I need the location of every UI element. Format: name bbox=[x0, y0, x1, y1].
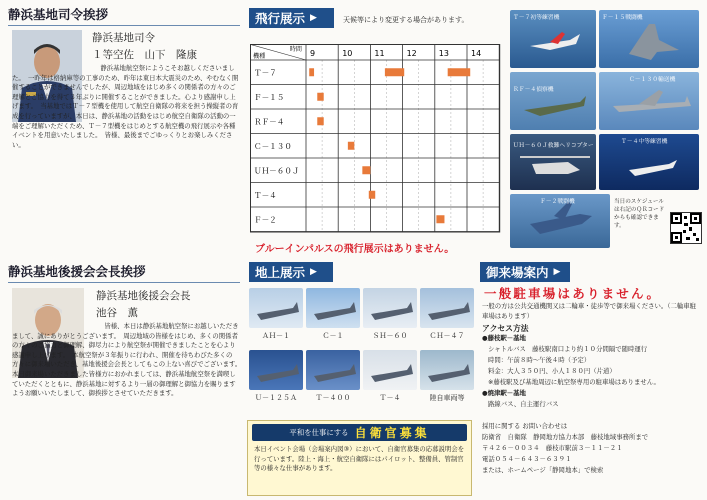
schedule-bar bbox=[385, 68, 404, 76]
schedule-hour-tick: 12 bbox=[406, 49, 417, 58]
gallery-label: Ｔ－４中等練習機 bbox=[621, 139, 668, 145]
qr-code-icon[interactable] bbox=[670, 212, 702, 244]
ground-section-banner bbox=[249, 262, 333, 282]
aircraft-icon bbox=[306, 288, 360, 328]
schedule-aircraft-label: ＵＨ－６０Ｊ bbox=[254, 166, 300, 176]
commander-message: 静浜基地航空祭にようこそお越しくださいました。 一昨年は格納庫等の工事のため、昨年は東日本大震災のため、やむなく開催することができませんでしたが、周辺地域をはじめ多くの関係者の方々のご理解とご協力を得て３年ぶりに開催することができました。心より感謝申し上げます。 当基地ではＴ－７型機を使用して航空自衛隊の将来を担う操縦者の育成を行っていますが、本日は、静浜基地の活動をはじめ航空自衛隊の活動の一端をご理解いただくため、Ｔ－７型機をはじめとする航空機の飛行展示や各種イベントを用意いたしました。 皆様、最後までごゆっくりとお楽しみください。 bbox=[12, 64, 239, 149]
ground-display-photo bbox=[420, 288, 474, 328]
ground-display-label: Ｔ－４ bbox=[379, 394, 401, 402]
schedule-bar bbox=[309, 68, 314, 76]
parking-warning: ※藤枝駅及び基地周辺に航空祭専用の駐車場はありません。 bbox=[488, 378, 660, 386]
access-notice: 一般の方は公共交通機関又は二輪車・徒歩等で御来場ください。（二輪車駐車場はあります） bbox=[482, 302, 697, 320]
gallery-photo-c130 bbox=[599, 72, 699, 130]
ground-display-photo bbox=[249, 350, 303, 390]
schedule-hour-tick: 11 bbox=[374, 49, 385, 58]
schedule-hour-tick: 14 bbox=[471, 49, 482, 58]
recruit-body: 本日イベント会場（会場案内図③）において、自衛官募集の応募説明会を行っています。陸上・海上・航空自衛隊にはパイロット、整備員、管制官等の様々な仕事があります。 bbox=[254, 445, 465, 473]
aircraft-icon bbox=[363, 350, 417, 390]
aircraft-icon bbox=[420, 350, 474, 390]
ground-display-label: ＳＨ－６０ bbox=[372, 332, 408, 340]
gallery-photo-uh60j bbox=[510, 134, 596, 190]
schedule-aircraft-label: Ｆ－１５ bbox=[254, 92, 285, 102]
gallery-label: Ｃ－１３０輸送機 bbox=[629, 77, 676, 83]
supporters-name: 池谷 薫 bbox=[96, 307, 138, 319]
ground-display-photo bbox=[306, 288, 360, 328]
commander-role: 静浜基地司令 bbox=[92, 32, 155, 44]
triangle-icon: ▶ bbox=[310, 267, 317, 277]
recruit-homepage: または、ホームページ「静岡地本」で検索 bbox=[482, 466, 604, 474]
flight-section-title: 飛行展示 bbox=[255, 11, 306, 26]
schedule-bar bbox=[317, 93, 323, 101]
hour-axis-label: 時間 bbox=[289, 46, 302, 53]
no-parking-notice: 一般駐車場はありません。 bbox=[484, 286, 662, 301]
commander-name: １等空佐 山下 隆康 bbox=[92, 49, 197, 61]
schedule-bar bbox=[369, 191, 375, 199]
recruit-contact-intro: 採用に関する お問い合わせは bbox=[482, 422, 568, 430]
recruit-box bbox=[247, 420, 472, 496]
jet-icon bbox=[510, 72, 596, 130]
ground-display-label: Ｕ－１２５Ａ bbox=[255, 394, 297, 402]
aircraft-icon bbox=[420, 288, 474, 328]
supporters-role: 静浜基地後援会会長 bbox=[96, 290, 191, 302]
shuttle-fare: 料金：大人３５０円、小人１８０円（片道） bbox=[488, 367, 616, 375]
schedule-aircraft-label: Ｆ－２ bbox=[254, 215, 277, 225]
ground-display-grid bbox=[249, 288, 474, 412]
triangle-icon: ▶ bbox=[310, 13, 317, 23]
schedule-bar bbox=[362, 166, 370, 174]
schedule-hour-tick: 10 bbox=[342, 49, 353, 58]
recruit-office: 防衛省 自衛隊 静岡地方協力本部 藤枝地域事務所まで bbox=[482, 433, 649, 441]
ground-display-label: 陸自車両等 bbox=[429, 394, 465, 402]
recruit-header bbox=[252, 424, 467, 441]
gallery-photo-t4 bbox=[599, 134, 699, 190]
schedule-hour-tick: 13 bbox=[438, 49, 449, 58]
gallery-label: ＲＦ－４偵察機 bbox=[513, 87, 554, 93]
recruit-phone: 電話０５４－６４３－６３９１ bbox=[482, 455, 572, 463]
ground-display-label: ＡＨ－１ bbox=[262, 332, 290, 340]
flight-section-banner bbox=[249, 8, 334, 28]
ground-display-label: Ｔ－４００ bbox=[315, 394, 351, 402]
recruit-lead: 平和を仕事にする bbox=[289, 428, 349, 437]
ground-display-label: ＣＨ－４７ bbox=[429, 332, 465, 340]
supporters-section-title: 静浜基地後援会会長挨拶 bbox=[8, 262, 240, 283]
schedule-aircraft-label: Ｃ－１３０ bbox=[254, 141, 292, 151]
access-method-title: アクセス方法 bbox=[482, 324, 529, 333]
recruit-address: 〒４２６－００３４ 藤枝市駅前３－１１－２１ bbox=[482, 444, 623, 452]
aircraft-axis-label: 機種 bbox=[253, 53, 266, 60]
aircraft-icon bbox=[363, 288, 417, 328]
yaizu-bus-info: 路線バス、自主運行バス bbox=[488, 400, 559, 408]
ground-display-photo bbox=[306, 350, 360, 390]
blue-impulse-note: ブルーインパルスの飛行展示はありません。 bbox=[255, 244, 455, 255]
gallery-photo-t7 bbox=[510, 10, 596, 68]
access-section-title: 御来場案内 bbox=[486, 265, 549, 280]
ground-display-photo bbox=[363, 350, 417, 390]
gallery-photo-f2 bbox=[510, 194, 610, 248]
schedule-aircraft-label: ＲＦ－４ bbox=[254, 117, 285, 127]
supporters-message: 皆様、本日は静浜基地航空祭にお越しいただきまして、誠にありがとうございます。 周辺地域の皆様をはじめ、多くの関係者の方々のご協力と御理解、御尽力により航空祭が開催できましたことを心より感謝申し上げます。 本航空祭が３年振りに行われ、開催を待ちわびた多くの方々に御来場いただき、基地後援会会長としてもこの上ない喜びでございます。 本日御来場いただきました皆様方におかれましては、静浜基地航空祭を満喫していただくとともに、静浜基地に対するより一層の御理解と御協力を賜りますようお願いいたしまして、御挨拶とさせていただきます。 bbox=[12, 322, 245, 398]
ground-display-photo bbox=[363, 288, 417, 328]
gallery-label: ＵＨ－６０Ｊ救難ヘリコプター bbox=[513, 143, 594, 149]
aircraft-icon bbox=[306, 350, 360, 390]
gallery-label: Ｆ－２戦闘機 bbox=[540, 199, 575, 205]
aircraft-icon bbox=[249, 288, 303, 328]
ground-display-photo bbox=[420, 350, 474, 390]
ground-display-label: Ｃ－１ bbox=[322, 332, 344, 340]
ground-section-title: 地上展示 bbox=[255, 265, 306, 280]
shuttle-hours: 時間：午前８時～午後４時（予定） bbox=[488, 356, 591, 364]
schedule-aircraft-label: Ｔ－７ bbox=[254, 68, 277, 78]
aircraft-icon bbox=[249, 350, 303, 390]
fujieda-route-title: ●藤枝駅－基地 bbox=[482, 334, 526, 342]
schedule-aircraft-label: Ｔ－４ bbox=[254, 190, 277, 200]
gallery-photo-f15 bbox=[599, 10, 699, 68]
flight-note: 天候等により変更する場合があります。 bbox=[343, 16, 469, 24]
commander-section-title: 静浜基地司令挨拶 bbox=[8, 5, 240, 26]
gallery-photo-rf4 bbox=[510, 72, 596, 130]
shuttle-bus-info: シャトルバス 藤枝駅南口より約１０分間隔で随時運行 bbox=[488, 345, 648, 353]
qr-note: 当日のスケジュールは右記のＱＲコードからも確認できます。 bbox=[614, 199, 665, 229]
schedule-bar bbox=[448, 68, 471, 76]
yaizu-route-title: ●焼津駅－基地 bbox=[482, 389, 526, 397]
flight-schedule-table bbox=[250, 44, 500, 236]
triangle-icon: ▶ bbox=[553, 267, 561, 277]
recruit-title: 自衛官募集 bbox=[354, 426, 430, 440]
gallery-label: Ｆ－１５戦闘機 bbox=[602, 15, 643, 21]
schedule-hour-tick: 9 bbox=[310, 49, 316, 58]
schedule-bar bbox=[317, 117, 323, 125]
ground-display-photo bbox=[249, 288, 303, 328]
access-section-banner bbox=[480, 262, 570, 282]
gallery-label: Ｔ－７初等練習機 bbox=[513, 15, 560, 21]
schedule-bar bbox=[436, 215, 444, 223]
schedule-bar bbox=[348, 142, 354, 150]
